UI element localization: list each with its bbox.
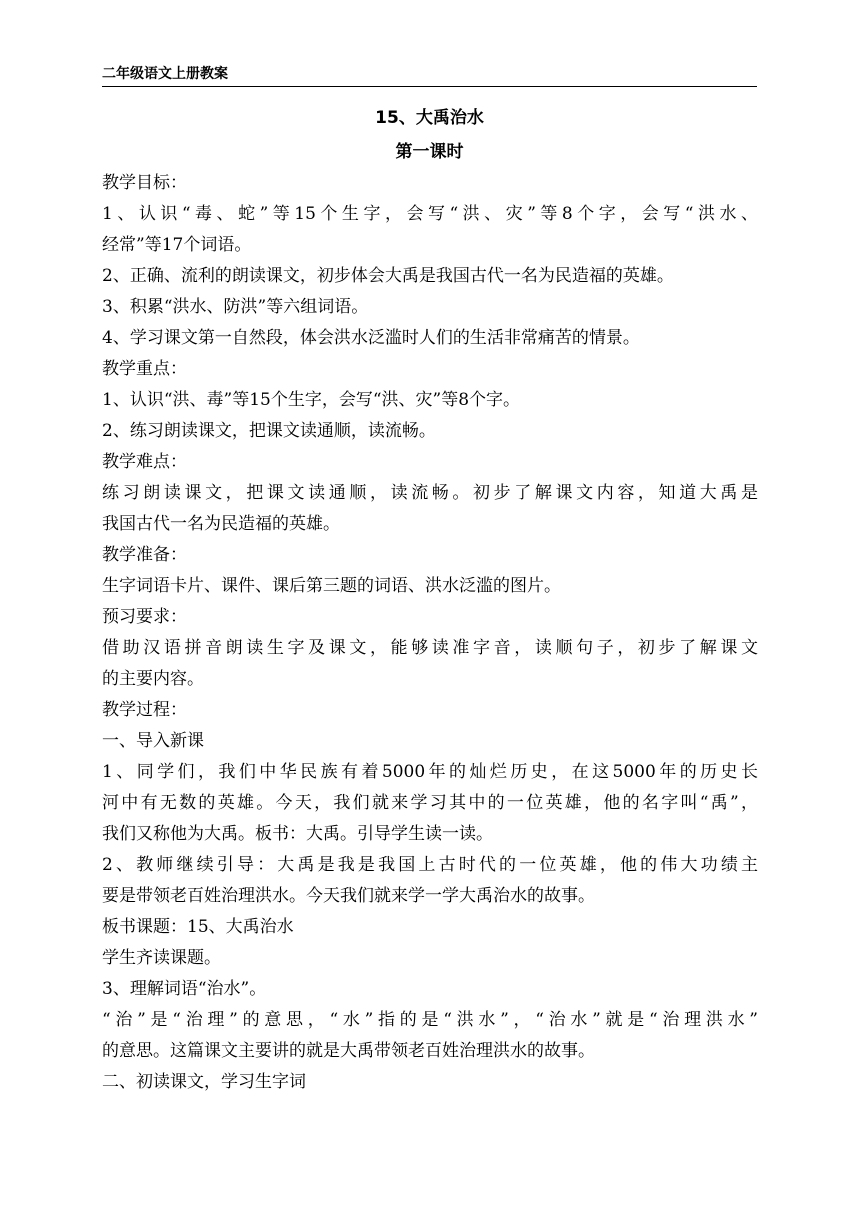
objective-item-1-cont: 经常”等17个词语。: [102, 235, 252, 255]
key-point-item-2: 2、练习朗读课文，把课文读通顺，读流畅。: [102, 421, 436, 441]
section-heading-preview: 预习要求：: [102, 607, 187, 627]
objective-item-1: 1、认识“毒、蛇”等15个生字，会写“洪、灾”等8个字，会写“洪水、: [102, 204, 758, 224]
running-header: 二年级语文上册教案: [102, 62, 757, 87]
step-2-paragraph-cont: 要是带领老百姓治理洪水。今天我们就来学一学大禹治水的故事。: [102, 886, 595, 906]
objective-item-2: 2、正确、流利的朗读课文，初步体会大禹是我国古代一名为民造福的英雄。: [102, 266, 674, 286]
difficulty-text: 练习朗读课文，把课文读通顺，读流畅。初步了解课文内容，知道大禹是: [102, 483, 758, 503]
section-heading-process: 教学过程：: [102, 700, 187, 720]
preview-text-cont: 的主要内容。: [102, 669, 204, 689]
period-title: 第一课时: [395, 142, 464, 162]
difficulty-text-cont: 我国古代一名为民造福的英雄。: [102, 514, 340, 534]
step-1-paragraph-cont: 河中有无数的英雄。今天，我们就来学习其中的一位英雄，他的名字叫“禹”，: [102, 793, 758, 813]
step-2-paragraph: 2、教师继续引导：大禹是我是我国上古时代的一位英雄，他的伟大功绩主: [102, 855, 758, 875]
step-1-paragraph: 1、同学们，我们中华民族有着5000年的灿烂历史，在这5000年的历史长: [102, 762, 758, 782]
lesson-title: 15、大禹治水: [375, 108, 484, 128]
preview-text: 借助汉语拼音朗读生字及课文，能够读准字音，读顺句子，初步了解课文: [102, 638, 758, 658]
key-point-item-1: 1、认识“洪、毒”等15个生字，会写“洪、灾”等8个字。: [102, 390, 521, 410]
section-heading-key-points: 教学重点：: [102, 359, 187, 379]
lesson-plan-body: [102, 168, 758, 1098]
board-title-note: 板书课题：15、大禹治水: [102, 917, 294, 937]
section-heading-preparation: 教学准备：: [102, 545, 187, 565]
word-meaning-paragraph-cont: 的意思。这篇课文主要讲的就是大禹带领老百姓治理洪水的故事。: [102, 1041, 595, 1061]
section-heading-objectives: 教学目标：: [102, 173, 187, 193]
read-title-note: 学生齐读课题。: [102, 948, 221, 968]
preparation-text: 生字词语卡片、课件、课后第三题的词语、洪水泛滥的图片。: [102, 576, 561, 596]
step-3-paragraph: 3、理解词语“治水”。: [102, 979, 267, 999]
objective-item-3: 3、积累“洪水、防洪”等六组词语。: [102, 297, 369, 317]
word-meaning-paragraph: “治”是“治理”的意思，“水”指的是“洪水”，“治水”就是“治理洪水”: [102, 1010, 758, 1030]
section-heading-difficulties: 教学难点：: [102, 452, 187, 472]
step-heading-introduction: 一、导入新课: [102, 731, 204, 751]
objective-item-4: 4、学习课文第一自然段，体会洪水泛滥时人们的生活非常痛苦的情景。: [102, 328, 640, 348]
step-heading-first-reading: 二、初读课文，学习生字词: [102, 1072, 306, 1092]
step-1-paragraph-end: 我们又称他为大禹。板书：大禹。引导学生读一读。: [102, 824, 493, 844]
